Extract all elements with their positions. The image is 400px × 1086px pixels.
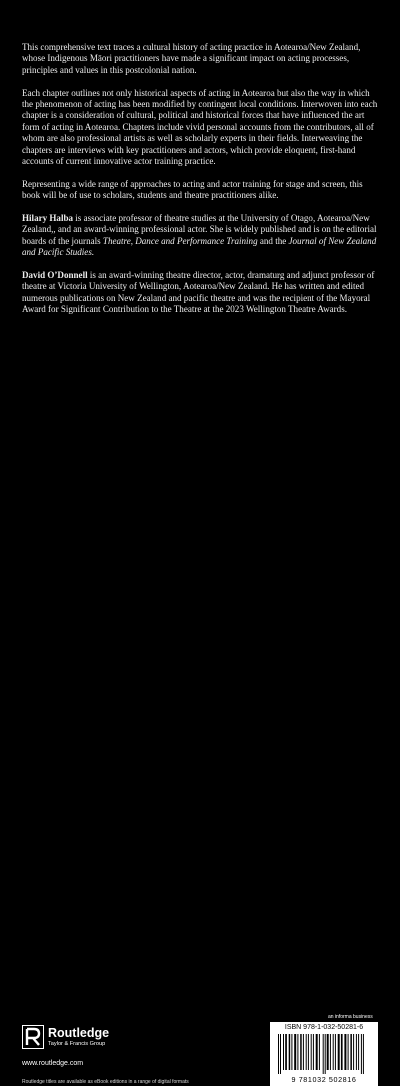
barcode-bar	[311, 1034, 312, 1070]
barcode-bar	[323, 1034, 324, 1074]
barcode-bar	[330, 1034, 331, 1070]
publisher-logo	[22, 1025, 172, 1051]
routledge-r-logo-icon	[22, 1025, 44, 1049]
barcode-bar	[285, 1034, 287, 1070]
barcode-digits: 9 781032 502816	[291, 1075, 357, 1084]
isbn-label: ISBN 978-1-032-50281-6	[284, 1024, 364, 1031]
author-bio-halba	[22, 213, 378, 259]
barcode-bar	[280, 1034, 281, 1074]
barcode-bar	[283, 1034, 284, 1070]
barcode-bar	[350, 1034, 352, 1070]
barcode-bar	[303, 1034, 304, 1070]
barcode-bar	[333, 1034, 334, 1070]
publisher-name: Routledge	[48, 1026, 110, 1040]
blurb-paragraph-1: This comprehensive text traces a cultural history of acting practice in Aotearoa/New Zealand, whose Indigenous Māori practitioners have made a significant impact on acting processes, principles and values in this postcolonial nation.	[22, 42, 361, 75]
barcode-bar	[341, 1034, 343, 1070]
author-bio-odonnell	[22, 270, 378, 316]
blurb-paragraph-2: Each chapter outlines not only historical aspects of acting in Aotearoa but also the way in which the phenomenon of acting has been modified by contingent local conditions. Interwoven into each chapter is a consideration of cultural, political and historical forces that have influenced the art form of acting in Aotearoa. Chapters include vivid personal accounts from the contributors, all of whom are also professional artists as well as scholarly experts in their fields. Interweaving the chapters are interviews with key practitioners and actors, which provide eloquent, first-hand accounts of current innovative actor training practice.	[22, 87, 378, 167]
barcode-bar	[313, 1034, 314, 1070]
barcode-bar	[338, 1034, 340, 1070]
barcode-bar	[358, 1034, 359, 1070]
barcode-bar	[361, 1034, 362, 1074]
author-bio-halba-conj: and the	[257, 235, 289, 246]
ebook-note: Routledge titles are available as eBook editions in a range of digital formats	[22, 1079, 189, 1085]
barcode-bar	[335, 1034, 336, 1070]
publisher-group: Taylor & Francis Group	[48, 1041, 106, 1047]
barcode-bar	[327, 1034, 329, 1070]
barcode-bar	[319, 1034, 320, 1070]
author-bio-halba-text: is associate professor of theatre studies at the University of Otago, Aotearoa/New Zealand,, and an award-winning professional actor. She is widely published and is on the editorial boards of the journals	[22, 213, 377, 246]
cover-text	[22, 42, 378, 327]
barcode-bar	[363, 1034, 364, 1074]
barcode-bar	[353, 1034, 354, 1070]
barcode-bar	[356, 1034, 357, 1070]
author-name-halba: Hilary Halba	[22, 213, 74, 224]
barcode-box	[270, 1022, 378, 1086]
barcode-bar	[306, 1034, 307, 1070]
barcode-bar	[294, 1034, 296, 1070]
barcode-bar	[344, 1034, 346, 1070]
journal-title-2: Journal of New Zealand and Pacific Studies.	[22, 235, 377, 258]
blurb-paragraph-3: Representing a wide range of approaches to acting and actor training for stage and screen, this book will be of use to scholars, students and theatre practitioners alike.	[22, 178, 363, 201]
barcode-bar	[289, 1034, 291, 1070]
barcode-graphic	[278, 1034, 370, 1074]
informa-tagline: an informa business	[328, 1014, 373, 1020]
journal-title-1: Theatre, Dance and Performance Training	[102, 235, 258, 246]
author-bio-odonnell-text: is an award-winning theatre director, actor, dramaturg and adjunct professor of theatre at Victoria University of Wellington, Aotearoa/New Zealand. He has written and edited numerous publications on New Zealand and pacific theatre and was the recipient of the Mayoral Award for Significant Contribution to the Theatre at the 2023 Wellington Theatre Awards.	[22, 270, 375, 315]
barcode-bar	[278, 1034, 279, 1074]
barcode-bar	[325, 1034, 326, 1074]
cover-footer	[0, 496, 400, 1085]
barcode-bar	[300, 1034, 302, 1070]
author-name-odonnell: David O’Donnell	[22, 270, 88, 281]
barcode-bar	[297, 1034, 298, 1070]
barcode-bar	[316, 1034, 318, 1070]
barcode-bar	[348, 1034, 349, 1070]
barcode-bar	[308, 1034, 309, 1070]
publisher-website[interactable]: www.routledge.com	[22, 1060, 84, 1067]
barcode-bar	[291, 1034, 292, 1070]
